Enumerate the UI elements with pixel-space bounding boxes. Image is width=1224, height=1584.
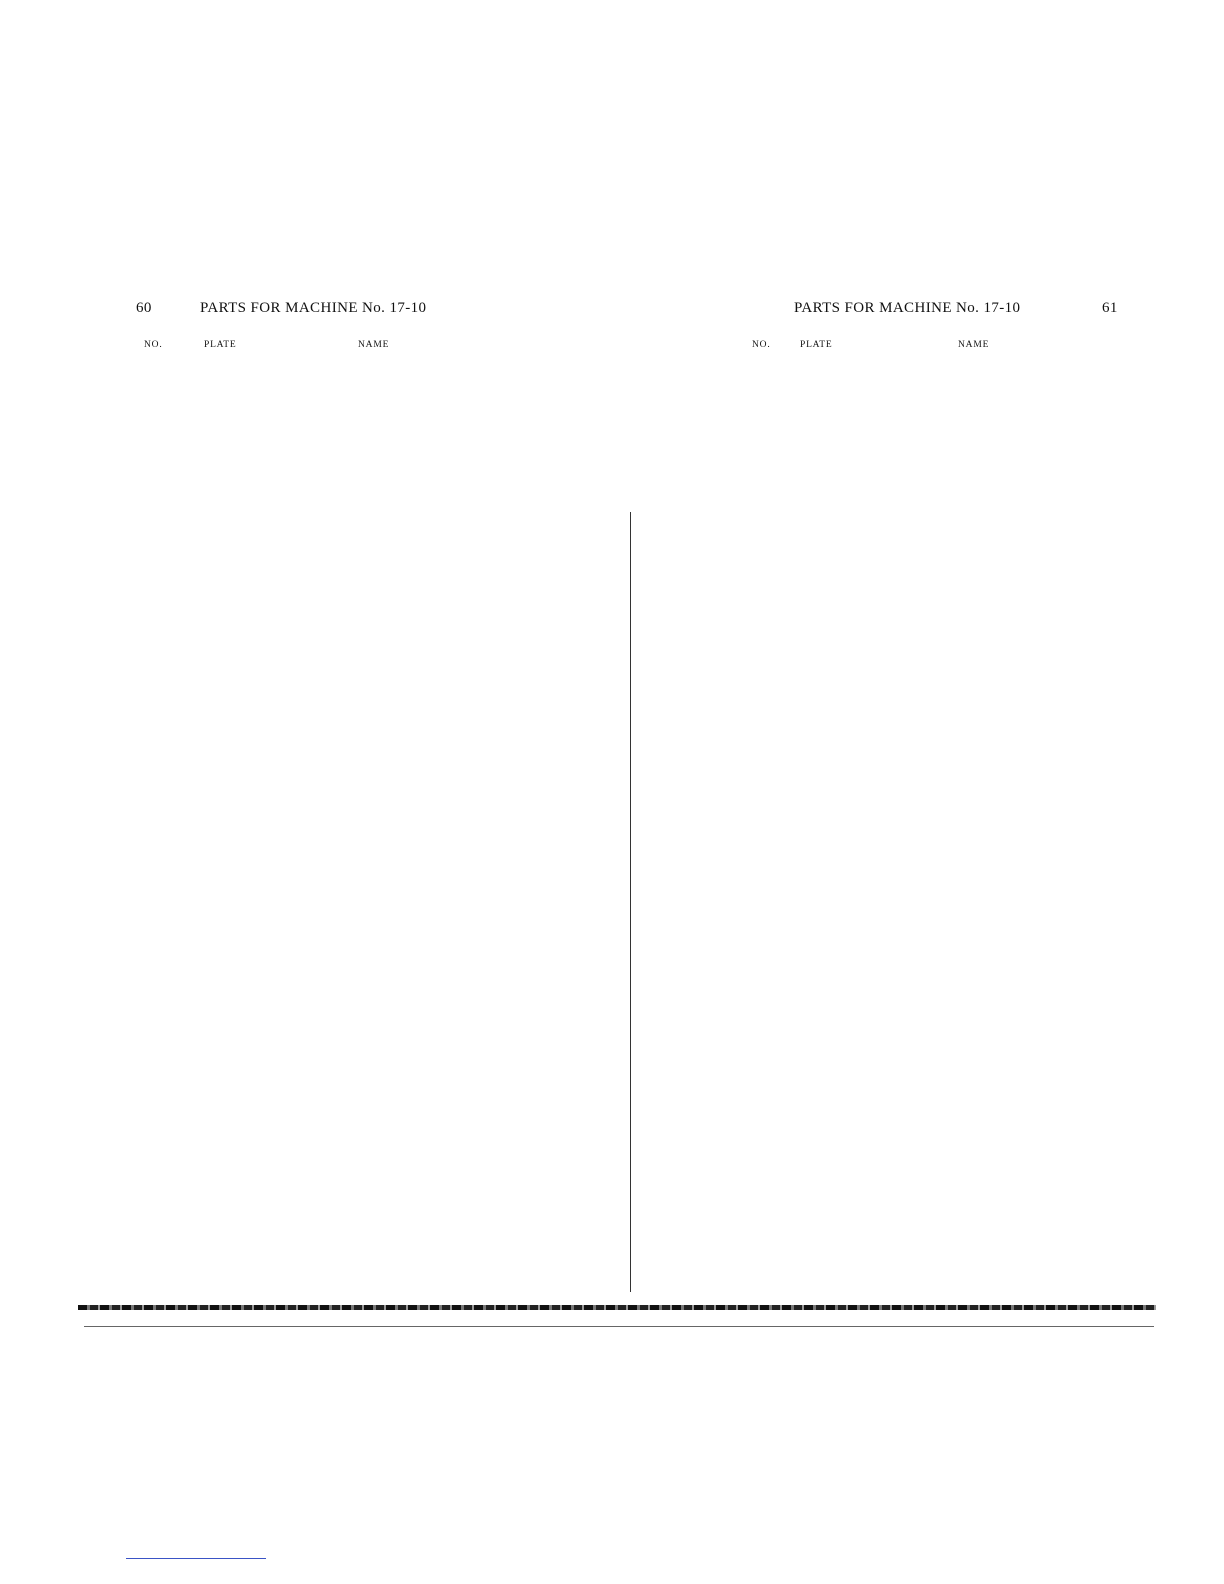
column-header-no: NO.	[752, 340, 771, 350]
column-headers	[128, 336, 528, 355]
right-page	[726, 294, 1122, 355]
left-page-header	[128, 294, 528, 320]
column-header-no: NO.	[144, 340, 163, 350]
page-title: PARTS FOR MACHINE No. 17-10	[794, 300, 1021, 316]
page-title: PARTS FOR MACHINE No. 17-10	[200, 300, 427, 316]
page-number: 61	[1102, 300, 1118, 316]
column-header-name: NAME	[358, 340, 390, 350]
scan-artifact-line	[84, 1326, 1154, 1327]
column-header-plate: PLATE	[800, 340, 833, 350]
scan-artifact-blue-line	[126, 1558, 266, 1559]
left-page	[128, 294, 528, 355]
page-number: 60	[136, 300, 152, 316]
column-header-name: NAME	[958, 340, 990, 350]
column-headers	[726, 336, 1122, 355]
column-header-plate: PLATE	[204, 340, 237, 350]
page-gutter	[630, 512, 631, 1292]
scan-artifact-band	[78, 1305, 1156, 1310]
right-page-header	[726, 294, 1122, 320]
